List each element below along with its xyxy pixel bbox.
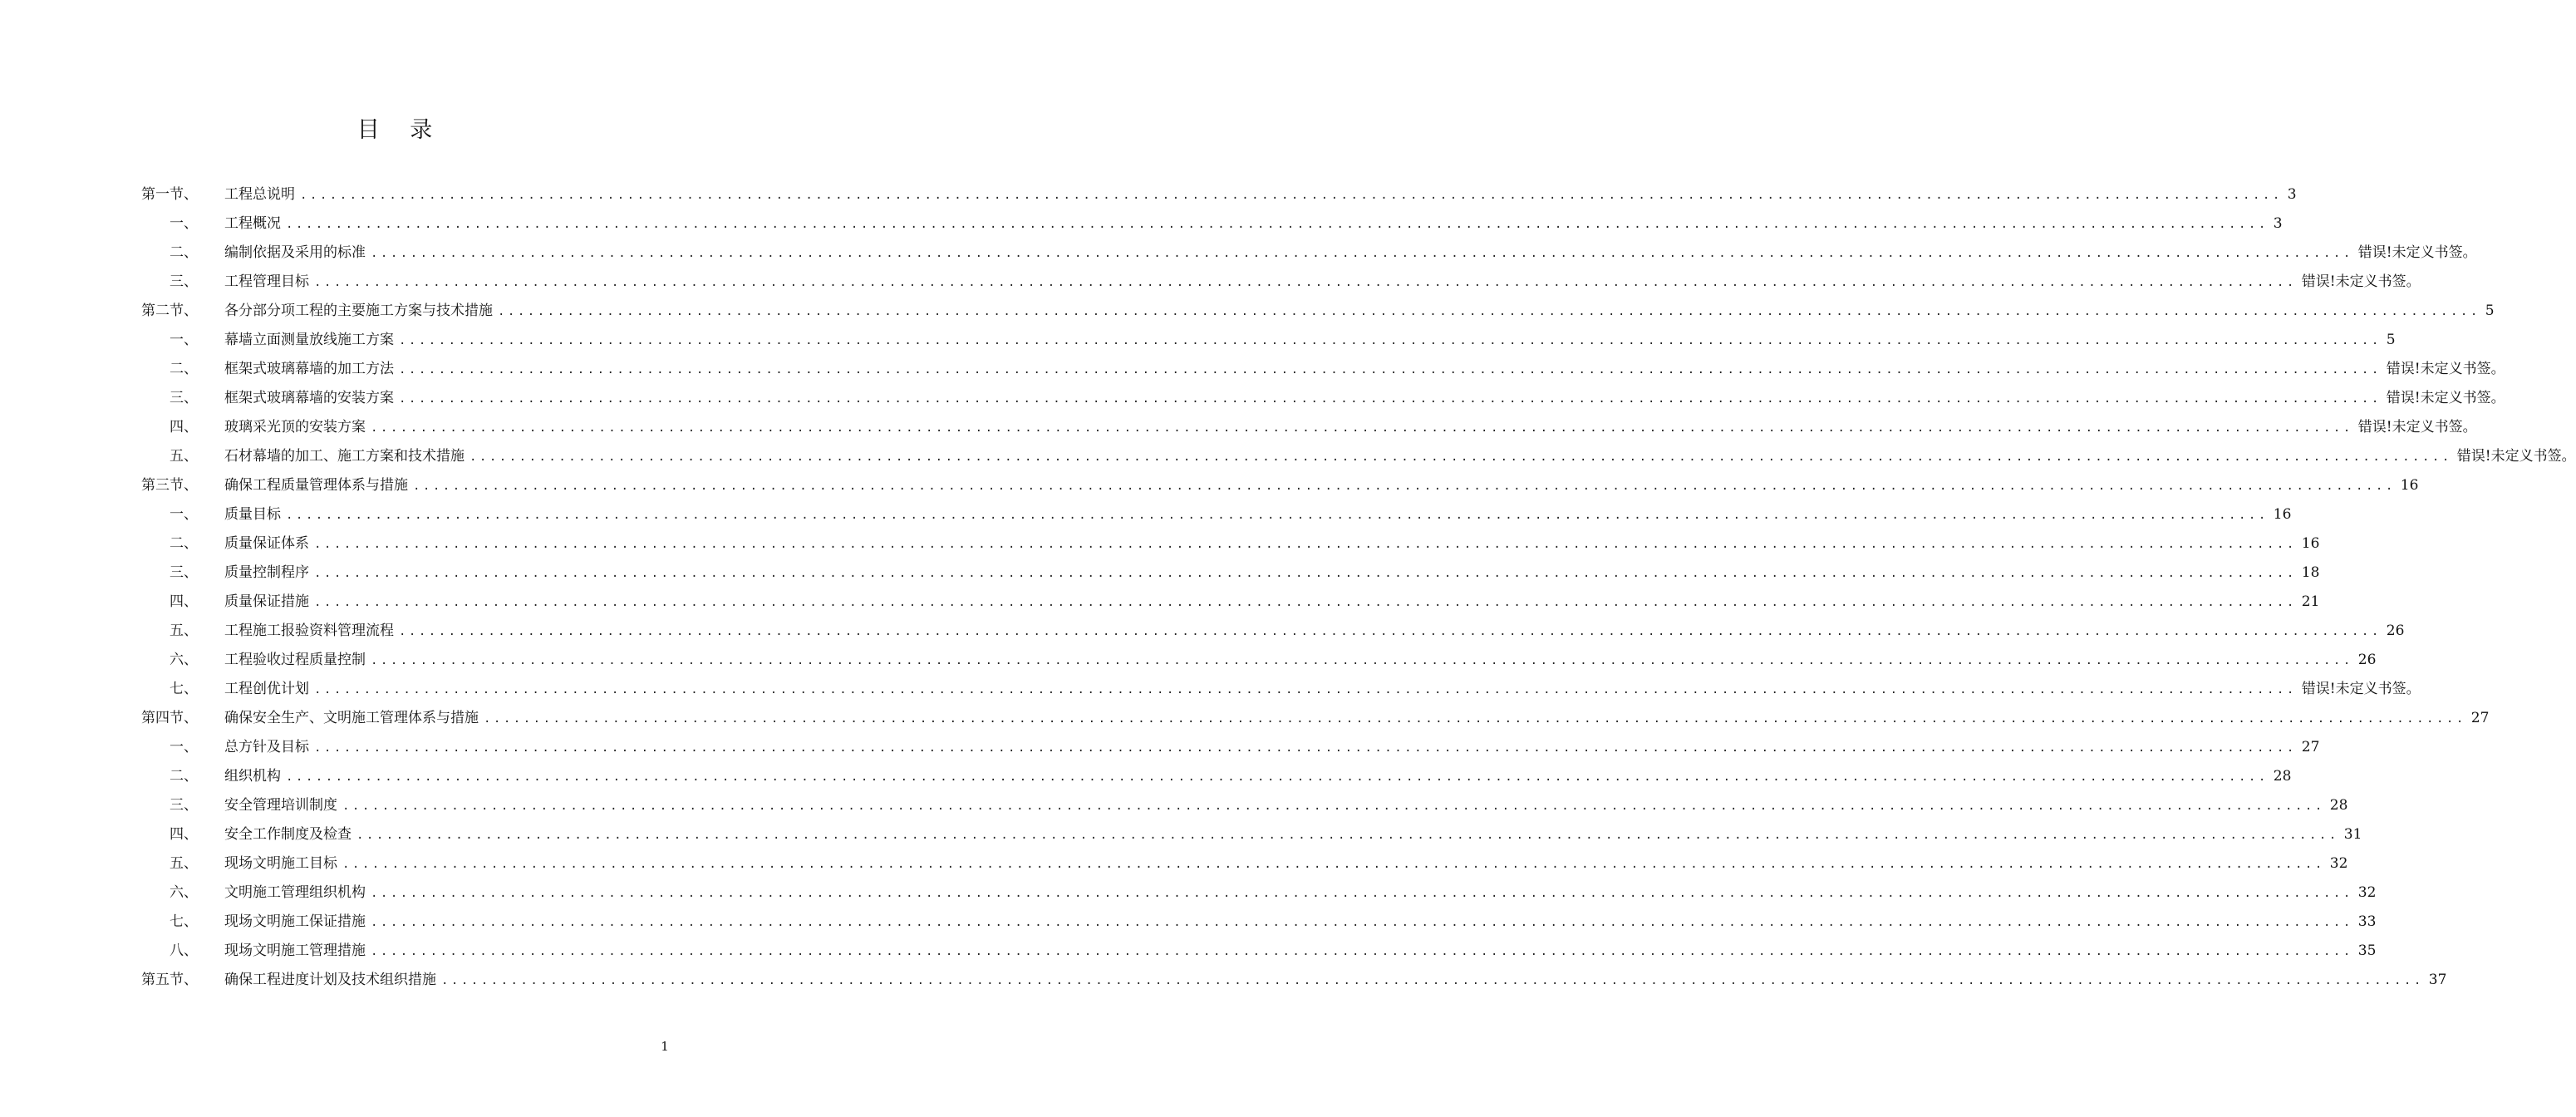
toc-entry-line <box>224 268 2421 298</box>
toc-entry[interactable] <box>0 675 2421 704</box>
toc-entry-line <box>224 588 2320 618</box>
toc-entry-number: 五、 <box>170 448 198 465</box>
toc-entry[interactable] <box>0 937 2377 966</box>
toc-entry-line <box>224 704 2490 734</box>
toc-entry-title: 现场文明施工目标 <box>224 855 337 872</box>
toc-dot-leader: ........................................................................................................................................................................................................ <box>441 974 2424 987</box>
toc-entry[interactable] <box>0 297 2495 326</box>
toc-dot-leader: ........................................................................................................................................................................................................ <box>399 392 2382 406</box>
toc-entry-page: 21 <box>2301 593 2320 610</box>
toc-entry-page: 16 <box>2273 506 2292 523</box>
toc-entry-title: 工程施工报验资料管理流程 <box>224 622 394 639</box>
toc-entry-line <box>224 675 2421 705</box>
toc-dot-leader: ........................................................................................................................................................................................................ <box>371 916 2353 929</box>
toc-entry-number: 四、 <box>170 826 198 843</box>
toc-entry-number: 四、 <box>170 419 198 435</box>
toc-entry-title: 总方针及目标 <box>224 739 309 755</box>
toc-dot-leader: ........................................................................................................................................................................................................ <box>342 858 2325 871</box>
toc-entry-number: 六、 <box>170 652 198 668</box>
toc-entry-page: 5 <box>2485 303 2495 319</box>
table-of-contents <box>0 180 2576 995</box>
toc-entry-line <box>224 355 2505 385</box>
toc-entry[interactable] <box>0 617 2405 646</box>
toc-entry-page: 32 <box>2329 855 2348 872</box>
toc-dot-leader: ........................................................................................................................................................................................................ <box>399 625 2382 638</box>
toc-dot-leader: ........................................................................................................................................................................................................ <box>371 945 2353 958</box>
toc-dot-leader: ........................................................................................................................................................................................................ <box>314 538 2297 551</box>
toc-dot-leader: ........................................................................................................................................................................................................ <box>286 770 2269 784</box>
toc-entry-number: 二、 <box>170 535 198 552</box>
toc-dot-leader: ........................................................................................................................................................................................................ <box>286 509 2269 522</box>
toc-entry-line <box>224 500 2292 530</box>
toc-dot-leader: ........................................................................................................................................................................................................ <box>498 305 2480 318</box>
toc-entry-number: 一、 <box>170 332 198 348</box>
toc-entry-number: 第五节、 <box>141 972 198 988</box>
toc-entry[interactable] <box>0 588 2320 617</box>
toc-dot-leader: ........................................................................................................................................................................................................ <box>399 363 2382 376</box>
toc-entry-page: 32 <box>2357 884 2377 901</box>
toc-entry[interactable] <box>0 413 2477 442</box>
toc-entry-page: 错误!未定义书签。 <box>2301 681 2421 697</box>
toc-entry-page: 错误!未定义书签。 <box>2386 361 2505 377</box>
toc-entry[interactable] <box>0 239 2477 268</box>
toc-entry-line <box>224 297 2495 327</box>
toc-entry-page: 28 <box>2329 797 2348 814</box>
toc-entry-page: 37 <box>2428 972 2447 988</box>
toc-entry[interactable] <box>0 878 2377 908</box>
toc-dot-leader: ........................................................................................................................................................................................................ <box>314 741 2297 755</box>
toc-entry[interactable] <box>0 558 2320 588</box>
toc-entry[interactable] <box>0 704 2490 733</box>
toc-entry-line <box>224 646 2377 676</box>
toc-entry[interactable] <box>0 529 2320 558</box>
toc-entry-number: 二、 <box>170 768 198 785</box>
toc-entry[interactable] <box>0 209 2283 239</box>
toc-entry-page: 3 <box>2273 215 2283 232</box>
toc-entry-title: 质量保证措施 <box>224 593 309 610</box>
toc-entry-title: 确保安全生产、文明施工管理体系与措施 <box>224 710 479 726</box>
toc-entry[interactable] <box>0 733 2320 762</box>
toc-entry-title: 石材幕墙的加工、施工方案和技术措施 <box>224 448 465 465</box>
toc-entry-title: 编制依据及采用的标准 <box>224 244 366 261</box>
toc-entry-number: 第四节、 <box>141 710 198 726</box>
toc-entry-line <box>224 209 2283 239</box>
toc-entry[interactable] <box>0 268 2421 297</box>
toc-entry-page: 3 <box>2287 186 2297 203</box>
toc-entry-number: 第三节、 <box>141 477 198 494</box>
toc-dot-leader: ........................................................................................................................................................................................................ <box>300 189 2283 202</box>
toc-dot-leader: ........................................................................................................................................................................................................ <box>286 218 2269 231</box>
toc-entry-title: 安全工作制度及检查 <box>224 826 351 843</box>
toc-dot-leader: ........................................................................................................................................................................................................ <box>342 800 2325 813</box>
toc-entry[interactable] <box>0 646 2377 675</box>
toc-entry-page: 18 <box>2301 564 2320 581</box>
toc-entry-page: 错误!未定义书签。 <box>2456 448 2576 465</box>
toc-entry[interactable] <box>0 355 2505 384</box>
toc-entry-title: 幕墙立面测量放线施工方案 <box>224 332 394 348</box>
toc-entry-line <box>224 733 2320 763</box>
toc-entry-line <box>224 413 2477 443</box>
toc-dot-leader: ........................................................................................................................................................................................................ <box>371 654 2353 667</box>
toc-entry-page: 26 <box>2357 652 2377 668</box>
toc-entry-line <box>224 820 2362 850</box>
toc-dot-leader: ........................................................................................................................................................................................................ <box>469 450 2452 464</box>
toc-entry-line <box>224 762 2292 792</box>
toc-entry-number: 一、 <box>170 215 198 232</box>
toc-entry-number: 八、 <box>170 942 198 959</box>
toc-entry[interactable] <box>0 820 2362 849</box>
toc-entry-page: 错误!未定义书签。 <box>2357 244 2477 261</box>
toc-entry-line <box>224 849 2348 879</box>
toc-entry-line <box>224 937 2377 967</box>
toc-entry-number: 四、 <box>170 593 198 610</box>
toc-entry[interactable] <box>0 791 2348 820</box>
toc-entry-line <box>224 529 2320 559</box>
toc-entry-number: 三、 <box>170 564 198 581</box>
toc-entry-line <box>224 617 2405 647</box>
toc-dot-leader: ........................................................................................................................................................................................................ <box>356 829 2339 842</box>
toc-entry-number: 第一节、 <box>141 186 198 203</box>
toc-dot-leader: ........................................................................................................................................................................................................ <box>314 567 2297 580</box>
toc-entry-number: 三、 <box>170 797 198 814</box>
toc-entry-title: 确保工程质量管理体系与措施 <box>224 477 408 494</box>
toc-entry-line <box>224 180 2297 210</box>
toc-entry-number: 七、 <box>170 913 198 930</box>
toc-entry-title: 现场文明施工保证措施 <box>224 913 366 930</box>
toc-entry-title: 质量控制程序 <box>224 564 309 581</box>
toc-entry-title: 框架式玻璃幕墙的安装方案 <box>224 390 394 406</box>
toc-entry[interactable] <box>0 471 2419 500</box>
toc-entry-line <box>224 384 2505 414</box>
toc-entry-page: 28 <box>2273 768 2292 785</box>
toc-entry-page: 错误!未定义书签。 <box>2386 390 2505 406</box>
toc-entry-number: 五、 <box>170 855 198 872</box>
toc-entry-number: 一、 <box>170 739 198 755</box>
page-number: 1 <box>661 1039 669 1054</box>
toc-entry-title: 玻璃采光顶的安装方案 <box>224 419 366 435</box>
toc-entry-title: 工程总说明 <box>224 186 295 203</box>
toc-entry[interactable] <box>0 849 2348 878</box>
toc-entry-page: 5 <box>2386 332 2396 348</box>
toc-entry-line <box>224 326 2396 356</box>
toc-entry-title: 安全管理培训制度 <box>224 797 337 814</box>
toc-entry[interactable] <box>0 500 2292 529</box>
toc-dot-leader: ........................................................................................................................................................................................................ <box>371 887 2353 900</box>
toc-entry[interactable] <box>0 908 2377 937</box>
toc-entry-number: 二、 <box>170 361 198 377</box>
toc-entry-title: 工程创优计划 <box>224 681 309 697</box>
toc-entry-title: 文明施工管理组织机构 <box>224 884 366 901</box>
toc-entry-line <box>224 442 2576 472</box>
toc-entry-page: 26 <box>2386 622 2405 639</box>
toc-entry-number: 第二节、 <box>141 303 198 319</box>
toc-entry-line <box>224 239 2477 268</box>
toc-entry[interactable] <box>0 326 2396 355</box>
toc-entry-line <box>224 908 2377 937</box>
toc-entry-title: 工程管理目标 <box>224 273 309 290</box>
toc-dot-leader: ........................................................................................................................................................................................................ <box>413 480 2396 493</box>
toc-dot-leader: ........................................................................................................................................................................................................ <box>314 683 2297 696</box>
toc-entry-number: 五、 <box>170 622 198 639</box>
toc-entry-line <box>224 966 2447 996</box>
toc-dot-leader: ........................................................................................................................................................................................................ <box>399 334 2382 347</box>
toc-entry-number: 三、 <box>170 273 198 290</box>
toc-entry-number: 三、 <box>170 390 198 406</box>
toc-title: 目 录 <box>356 117 445 143</box>
toc-entry-page: 35 <box>2357 942 2377 959</box>
toc-dot-leader: ........................................................................................................................................................................................................ <box>371 421 2353 435</box>
toc-entry-line <box>224 471 2419 501</box>
toc-entry-title: 各分部分项工程的主要施工方案与技术措施 <box>224 303 493 319</box>
toc-entry[interactable] <box>0 180 2297 209</box>
toc-dot-leader: ........................................................................................................................................................................................................ <box>371 247 2353 260</box>
toc-entry-number: 一、 <box>170 506 198 523</box>
toc-entry-line <box>224 878 2377 908</box>
toc-entry-title: 质量目标 <box>224 506 281 523</box>
toc-entry-line <box>224 558 2320 588</box>
toc-entry-page: 错误!未定义书签。 <box>2301 273 2421 290</box>
toc-entry-title: 质量保证体系 <box>224 535 309 552</box>
toc-entry-title: 框架式玻璃幕墙的加工方法 <box>224 361 394 377</box>
toc-entry-number: 七、 <box>170 681 198 697</box>
toc-entry-number: 二、 <box>170 244 198 261</box>
toc-entry-line <box>224 791 2348 821</box>
toc-entry-page: 27 <box>2470 710 2490 726</box>
toc-entry-title: 确保工程进度计划及技术组织措施 <box>224 972 436 988</box>
toc-entry-page: 33 <box>2357 913 2377 930</box>
toc-entry[interactable] <box>0 384 2505 413</box>
toc-entry[interactable] <box>0 762 2292 791</box>
toc-entry-page: 16 <box>2301 535 2320 552</box>
toc-dot-leader: ........................................................................................................................................................................................................ <box>484 712 2466 726</box>
toc-entry-title: 工程概况 <box>224 215 281 232</box>
toc-entry-page: 27 <box>2301 739 2320 755</box>
toc-entry-page: 31 <box>2343 826 2362 843</box>
toc-dot-leader: ........................................................................................................................................................................................................ <box>314 596 2297 609</box>
toc-entry-page: 16 <box>2400 477 2419 494</box>
toc-entry[interactable] <box>0 442 2576 471</box>
toc-dot-leader: ........................................................................................................................................................................................................ <box>314 276 2297 289</box>
toc-entry-title: 组织机构 <box>224 768 281 785</box>
toc-entry-page: 错误!未定义书签。 <box>2357 419 2477 435</box>
toc-entry-title: 现场文明施工管理措施 <box>224 942 366 959</box>
toc-entry-number: 六、 <box>170 884 198 901</box>
toc-entry[interactable] <box>0 966 2447 995</box>
toc-entry-title: 工程验收过程质量控制 <box>224 652 366 668</box>
